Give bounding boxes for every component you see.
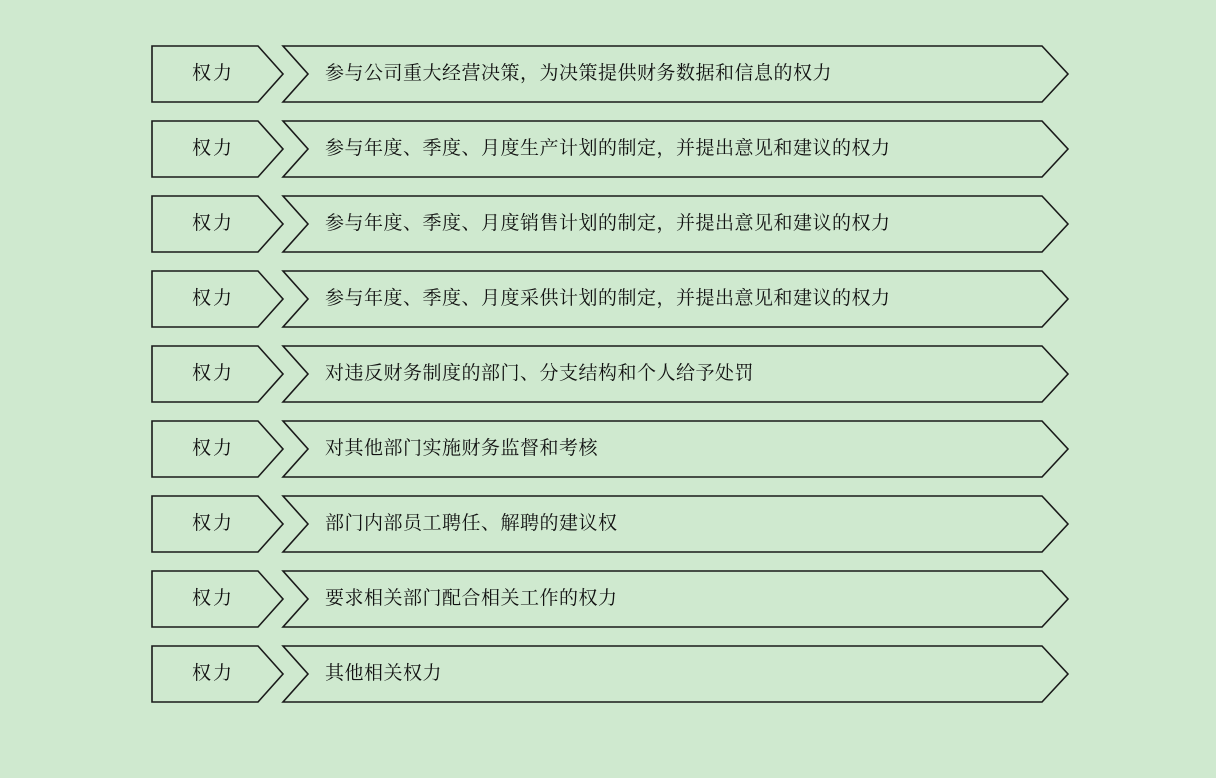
row-description: 参与年度、季度、月度销售计划的制定，并提出意见和建议的权力	[325, 213, 891, 234]
row-label: 权力	[191, 213, 234, 234]
row-label: 权力	[191, 63, 234, 84]
chevron-row	[0, 420, 1216, 495]
row-label: 权力	[191, 438, 234, 459]
chevron-row	[0, 345, 1216, 420]
chevron-row	[0, 495, 1216, 570]
row-description: 参与年度、季度、月度采供计划的制定，并提出意见和建议的权力	[325, 288, 891, 309]
row-description: 对其他部门实施财务监督和考核	[325, 438, 599, 459]
row-label: 权力	[191, 588, 234, 609]
chevron-row	[0, 270, 1216, 345]
chevron-row	[0, 645, 1216, 720]
row-description: 要求相关部门配合相关工作的权力	[325, 588, 618, 609]
row-description: 其他相关权力	[325, 663, 443, 684]
row-label: 权力	[191, 288, 234, 309]
row-description: 部门内部员工聘任、解聘的建议权	[325, 513, 618, 534]
row-description: 对违反财务制度的部门、分支结构和个人给予处罚	[325, 363, 755, 384]
row-label: 权力	[191, 663, 234, 684]
row-label: 权力	[191, 513, 234, 534]
chevron-row	[0, 120, 1216, 195]
row-description: 参与年度、季度、月度生产计划的制定，并提出意见和建议的权力	[325, 138, 891, 159]
chevron-row	[0, 570, 1216, 645]
row-label: 权力	[191, 138, 234, 159]
row-label: 权力	[191, 363, 234, 384]
chevron-row	[0, 45, 1216, 120]
chevron-row	[0, 195, 1216, 270]
row-description: 参与公司重大经营决策，为决策提供财务数据和信息的权力	[325, 63, 833, 84]
